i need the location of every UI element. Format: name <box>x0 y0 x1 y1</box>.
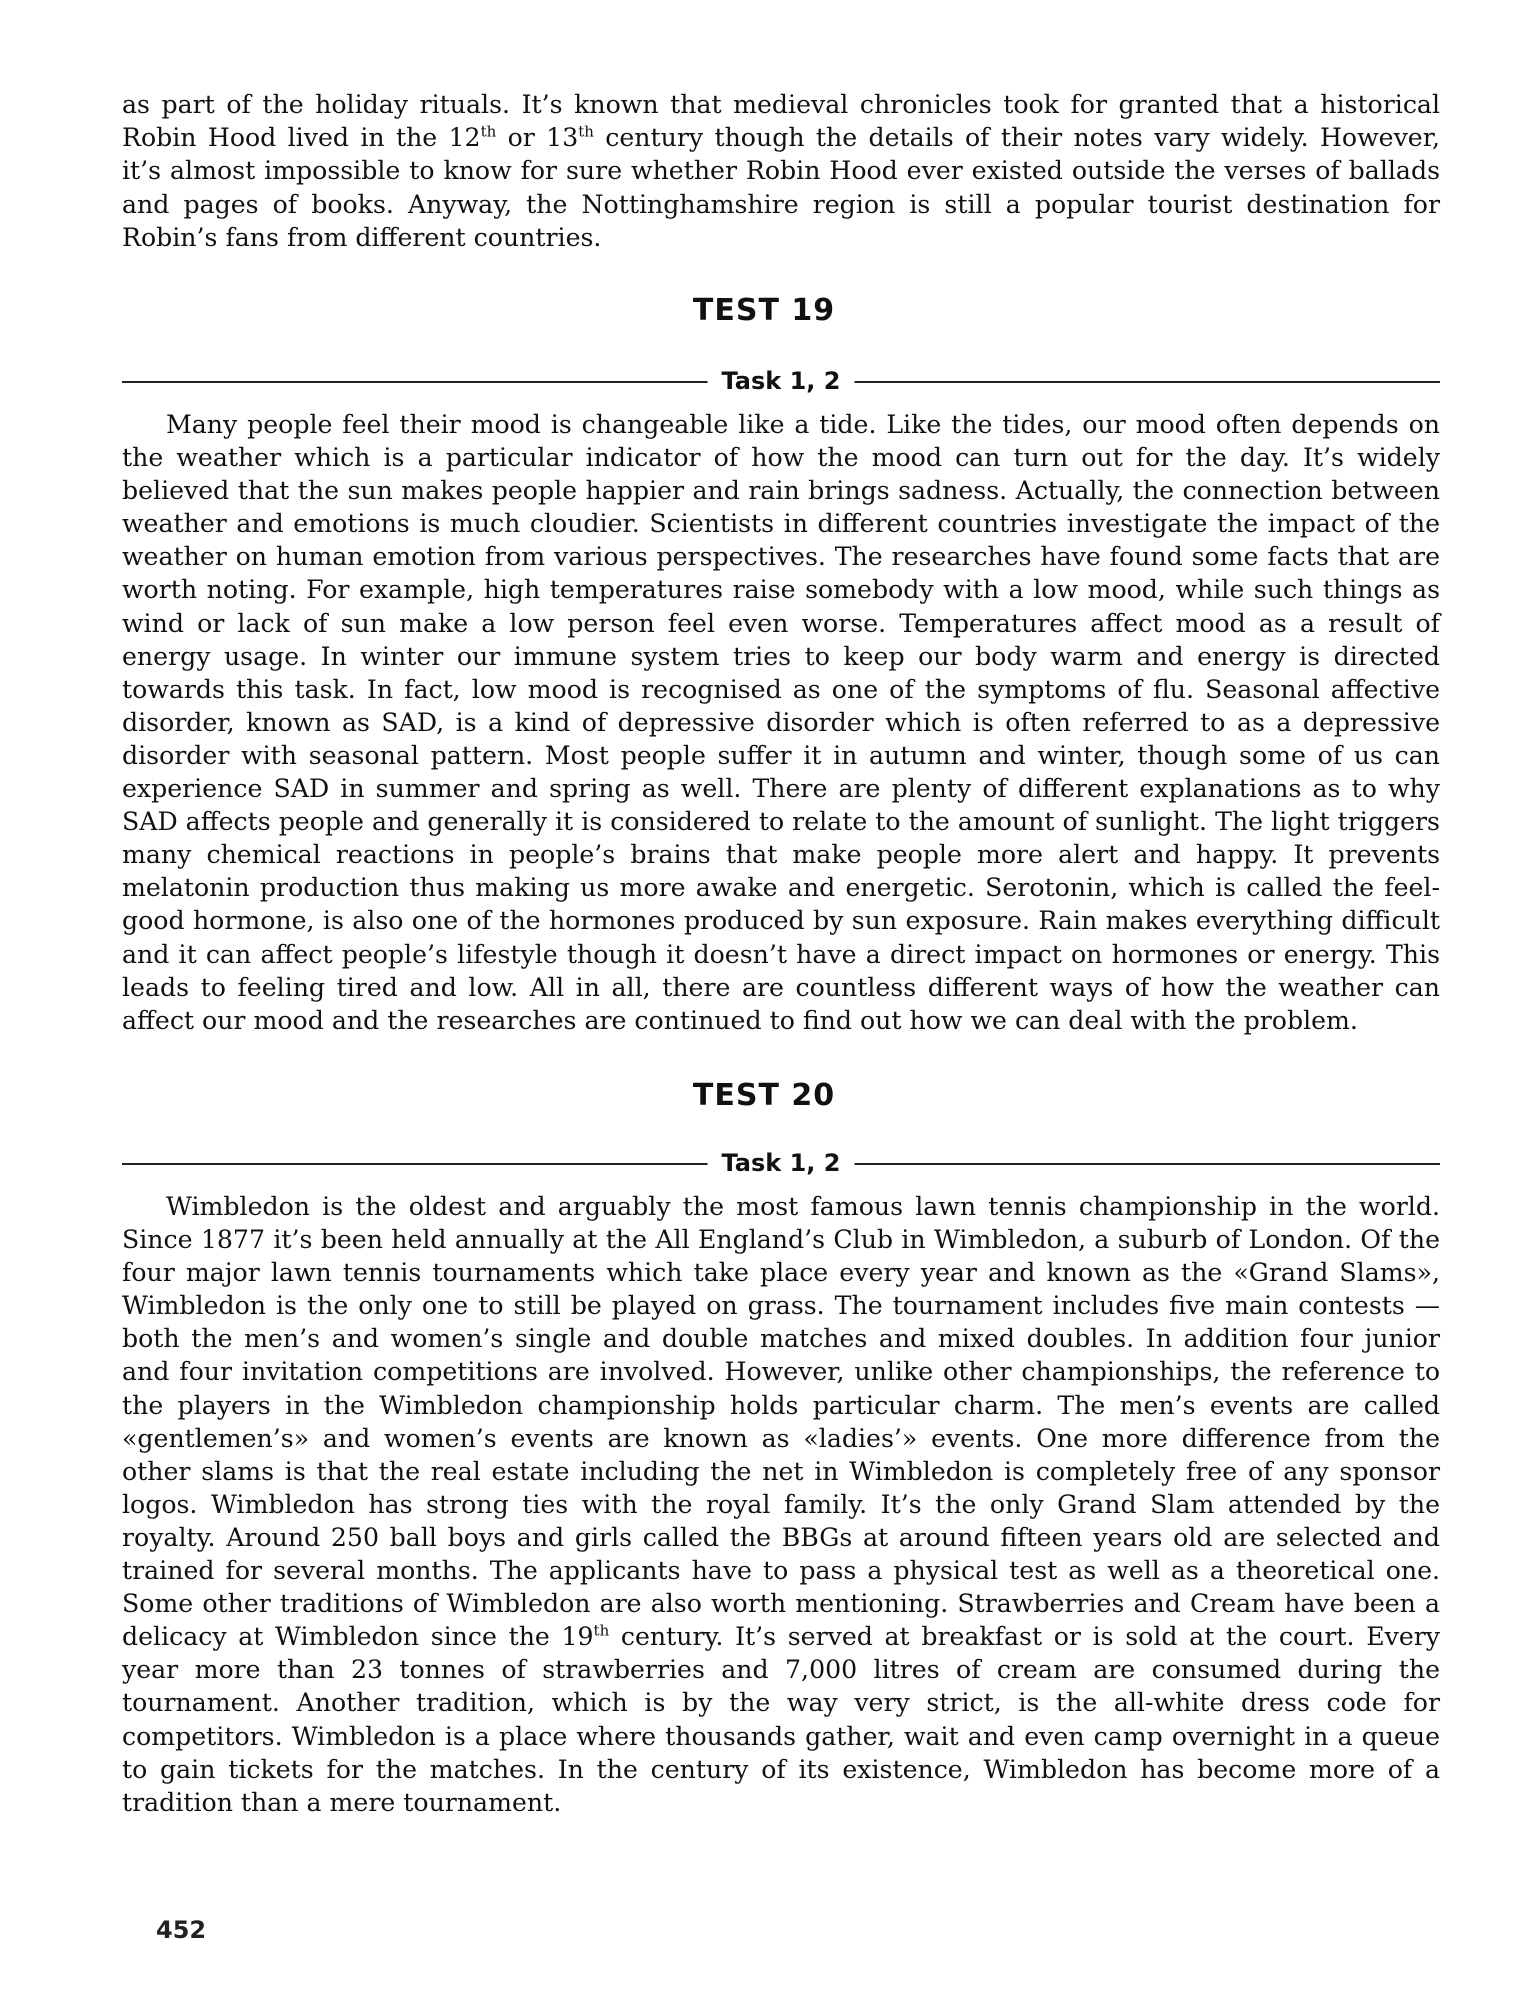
test-20-title: TEST 20 <box>692 1078 836 1113</box>
test-19-title: TEST 19 <box>692 293 836 328</box>
intro-line-2 <box>122 121 1440 154</box>
intro-line-2-before: Robin Hood lived in the 12 <box>122 123 481 153</box>
intro-line-2-after: century though the details of their notes vary widely. However, <box>593 123 1440 153</box>
page-number: 452 <box>156 1916 207 1944</box>
intro-line-2-mid: or 13 <box>496 123 579 153</box>
intro-rest: it’s almost impossible to know for sure whether Robin Hood ever existed outside the verses of ballads and pages of books. Anyway, the Nottinghamshire region is still a popular tourist destination for Robin’s fans from different countries. <box>122 156 1440 252</box>
intro-line-1: as part of the holiday rituals. It’s known that medieval chronicles took for granted that a historical <box>122 90 1440 119</box>
superscript-th: th <box>578 122 594 141</box>
test-20-task-label: Task 1, 2 <box>708 1148 855 1178</box>
test-19-task-label: Task 1, 2 <box>708 366 855 396</box>
test-19-text: Many people feel their mood is changeable like a tide. Like the tides, our mood often depends on the weather which is a particular indicator of how the mood can turn out for the day. It’s widely believed that the sun makes people happier and rain brings sadness. Actually, the connection between weather and emotions is much cloudier. Scientists in different countries investigate the impact of the weather on human emotion from various perspectives. The researches have found some facts that are worth noting. For example, high temperatures raise somebody with a low mood, while such things as wind or lack of sun make a low person feel even worse. Temperatures affect mood as a result of energy usage. In winter our immune system tries to keep our body warm and energy is directed towards this task. In fact, low mood is recognised as one of the symptoms of flu. Seasonal affective disorder, known as SAD, is a kind of depressive disorder which is often referred to as a depressive disorder with seasonal pattern. Most people suffer it in autumn and winter, though some of us can experience SAD in summer and spring as well. There are plenty of different explanations as to why SAD affects people and generally it is considered to relate to the amount of sunlight. The light triggers many chemical reactions in people’s brains that make people more alert and happy. It prevents melatonin production thus making us more awake and energetic. Serotonin, which is called the feel-good hormone, is also one of the hormones produced by sun exposure. Rain makes everything difficult and it can affect people’s lifestyle though it doesn’t have a direct impact on hormones or energy. This leads to feeling tired and low. All in all, there are countless different ways of how the weather can affect our mood and the researches are continued to find out how we can deal with the problem. <box>122 410 1440 1035</box>
test-20-task-header <box>122 1148 1440 1178</box>
intro-paragraph <box>122 88 1440 254</box>
superscript-th: th <box>593 1621 610 1640</box>
test-19-task-header <box>122 366 1440 396</box>
superscript-th: th <box>480 122 497 141</box>
test-20-text <box>122 1190 1440 1819</box>
test-20-text-part-2: century. It’s served at breakfast or is sold at the court. Every year more than 23 tonnes of strawberries and 7,000 litres of cream are consumed during the tournament. Another tradition, which is by the way very strict, is the all-white dress code for competitors. Wimbledon is a place where thousands gather, wait and even camp overnight in a queue to gain tickets for the matches. In the century of its existence, Wimbledon has become more of a tradition than a mere tournament. <box>122 1622 1441 1817</box>
test-20-text-part-1: Wimbledon is the oldest and arguably the most famous lawn tennis championship in the world. Since 1877 it’s been held annually at the All England’s Club in Wimbledon, a suburb of London. Of the four major lawn tennis tournaments which take place every year and known as the «Grand Slams», Wimbledon is the only one to still be played on grass. The tournament includes five main contests — both the men’s and women’s single and double matches and mixed doubles. In addition four junior and four invitation competitions are involved. However, unlike other championships, the reference to the players in the Wimbledon championship holds particular charm. The men’s events are called «gentlemen’s» and women’s events are known as «ladies’» events. One more difference from the other slams is that the real estate including the net in Wimbledon is completely free of any sponsor logos. Wimbledon has strong ties with the royal family. It’s the only Grand Slam attended by the royalty. Around 250 ball boys and girls called the BBGs at around fifteen years old are selected and trained for several months. The applicants have to pass a physical test as well as a theoretical one. Some other traditions of Wimbledon are also worth mentioning. Strawberries and Cream have been a delicacy at Wimbledon since the 19 <box>122 1192 1440 1652</box>
